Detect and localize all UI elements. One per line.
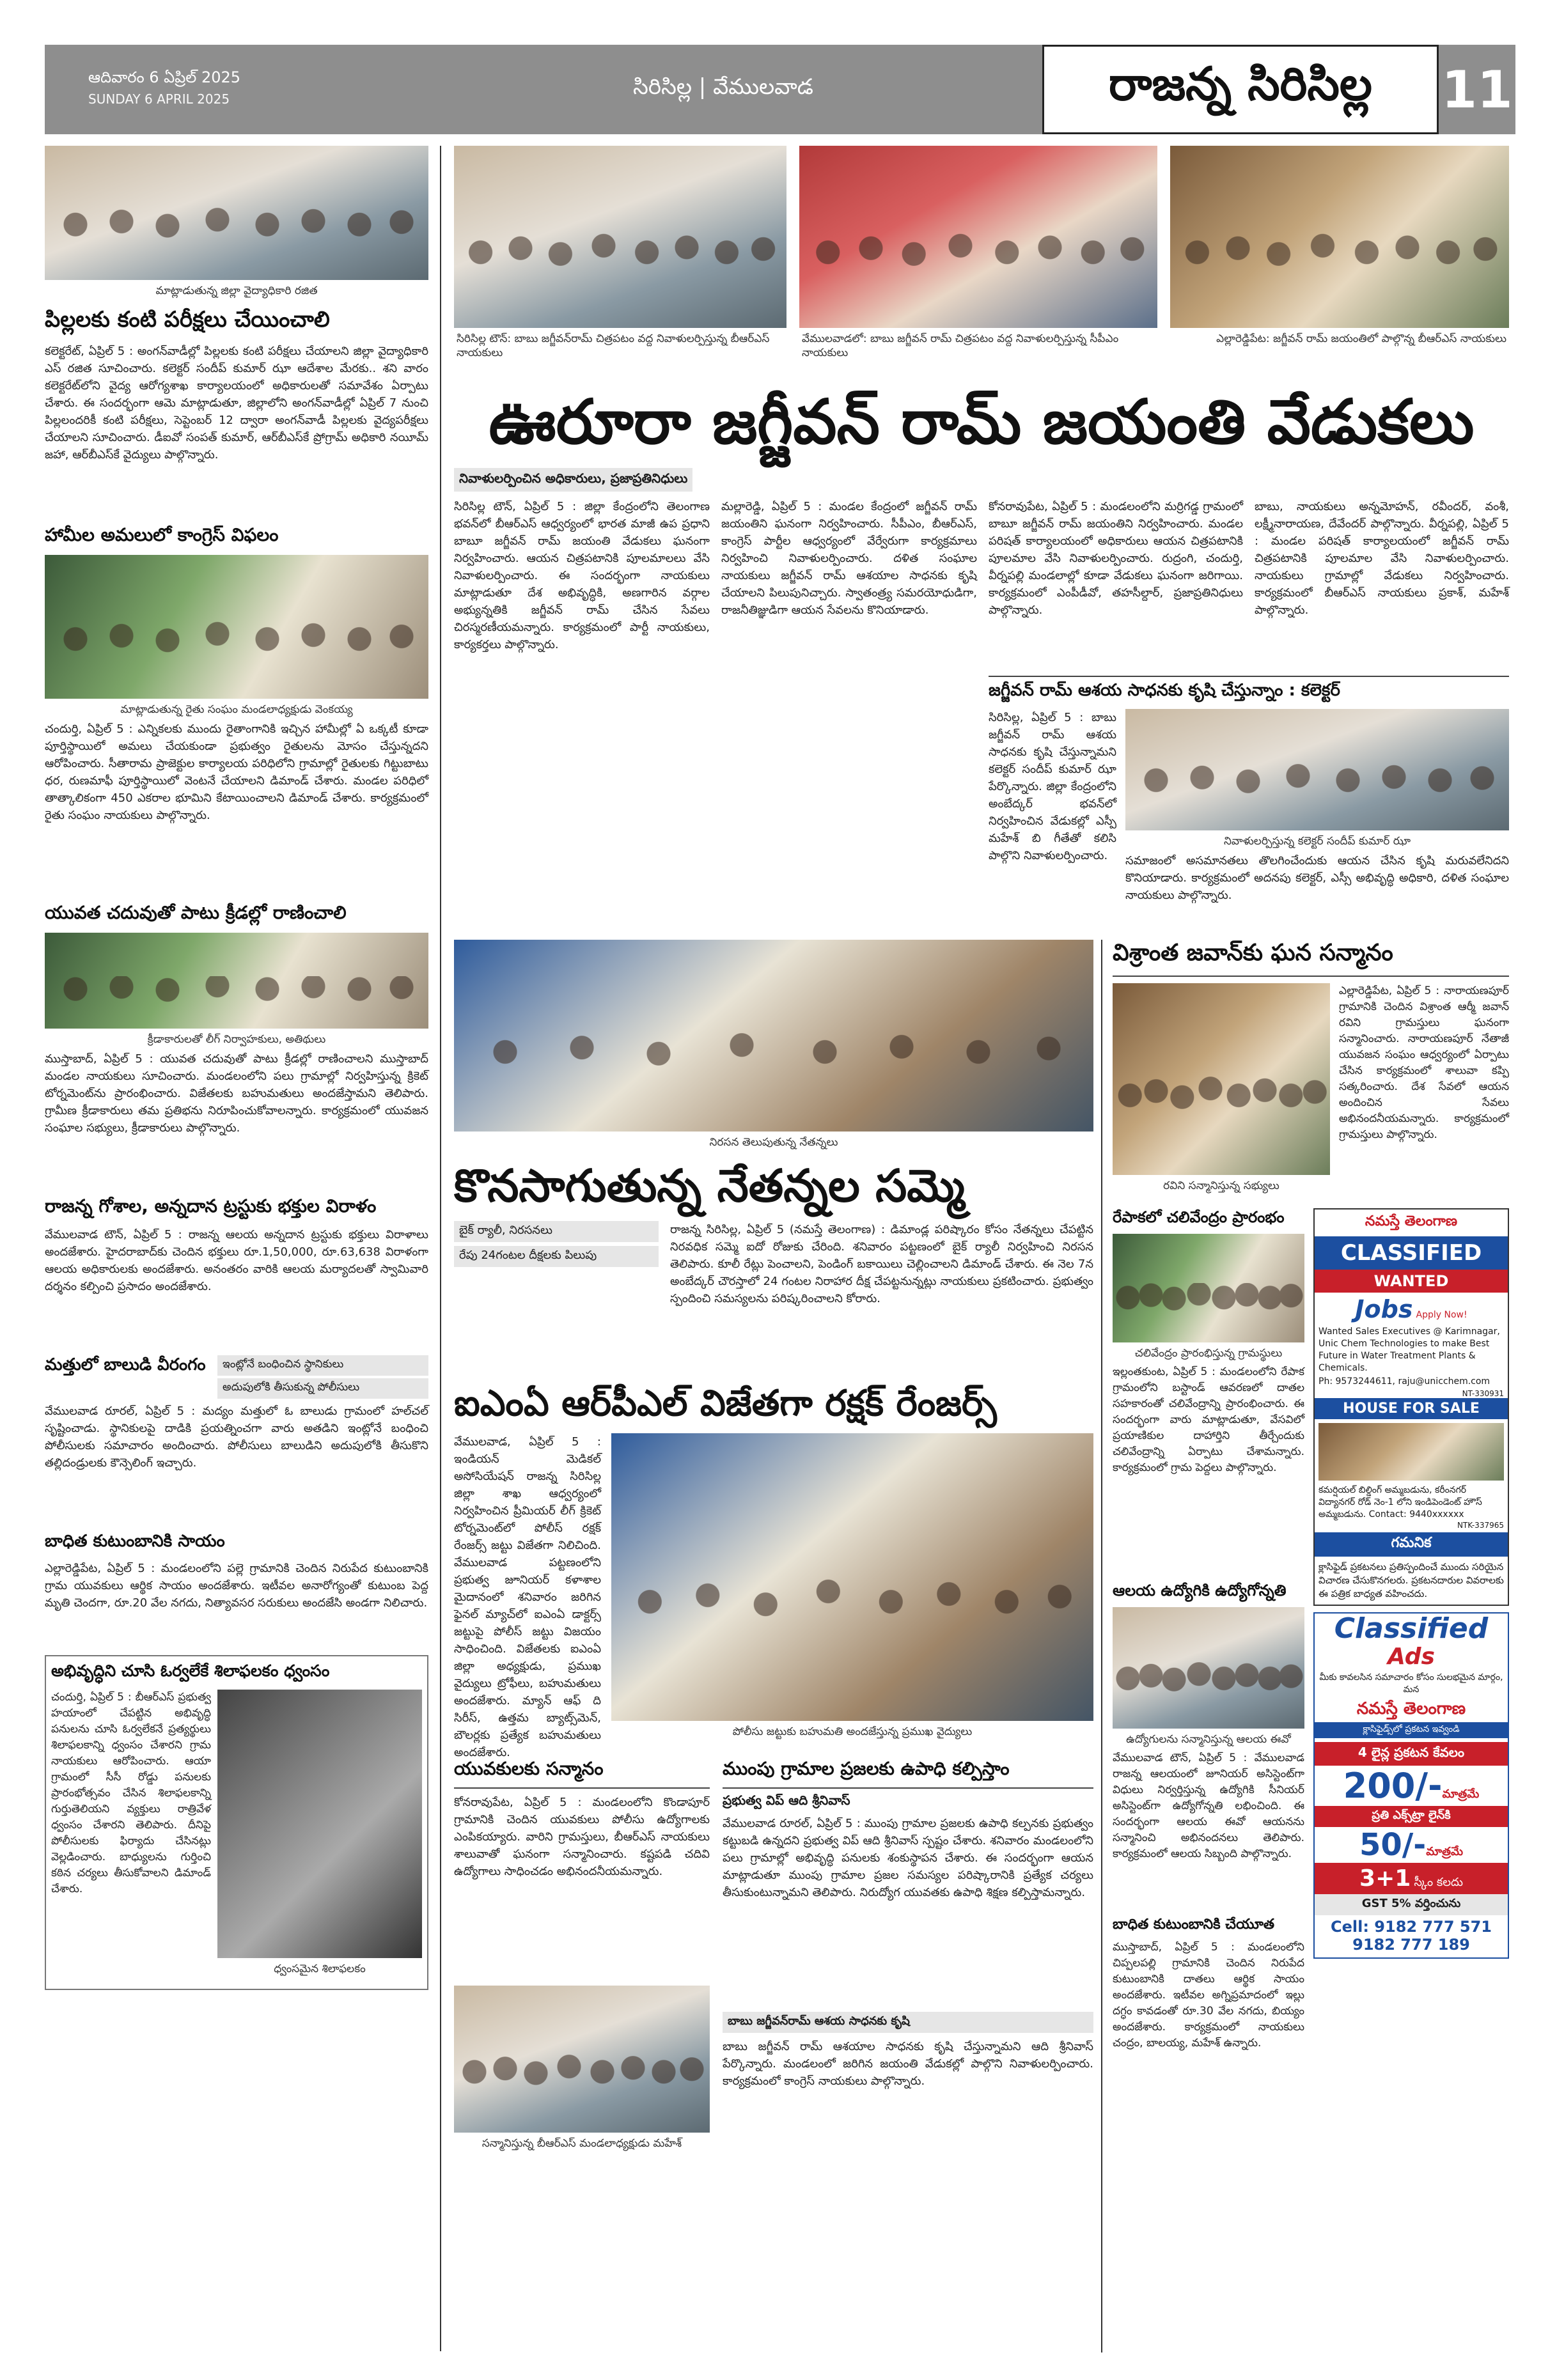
upadhi-story bbox=[723, 1758, 1093, 2353]
family-help-body: ఎల్లారెడ్డిపేట, ఏప్రిల్ 5 : మండలంలోని పల్లె గ్రామానికి చెందిన నిరుపేద కుటుంబానికి గ్రామ యువకులు ఆర్థిక సాయం అందజేశారు. ఇటీవల అనారోగ్యంతో కుటుంబ పెద్ద మృతి చెందగా, రూ.20 వేల నగదు, నిత్యావసర సరుకులు అందజేసి అండగా నిలిచారు. bbox=[45, 1562, 428, 1610]
cheyutha-body: ముస్తాబాద్, ఏప్రిల్ 5 : మండలంలోని చిప్పలపల్లి గ్రామానికి చెందిన నిరుపేద కుటుంబానికి దాతలు ఆర్థిక సాయం అందజేశారు. ఇటీవల అగ్నిప్రమాదంలో ఇల్లు దగ్ధం కావడంతో రూ.30 వేల నగదు, బియ్యం అందజేశారు. కార్యక్రమంలో నాయకులు చంద్రం, బాలయ్య, మహేశ్ ఉన్నారు. bbox=[1113, 1941, 1304, 2049]
main-col-2: మల్లారెడ్డి, ఏప్రిల్ 5 : మండల కేంద్రంలో జగ్జీవన్ రామ్ జయంతిని ఘనంగా నిర్వహించారు. సీపీఎం, బీఆర్‌ఎస్, కాంగ్రెస్ పార్టీల ఆధ్వర్యంలో వేర్వేరుగా కార్యక్రమాలు నిర్వహించి నివాళులర్పించారు. దళిత సంఘాల నాయకులు జగ్జీవన్ రామ్ ఆశయాల సాధనకు కృషి చేయాలని పిలుపునిచ్చారు. స్వాతంత్ర్య సమరయోధుడిగా, రాజనీతిజ్ఞుడిగా ఆయన సేవలను కొనియాడారు. bbox=[721, 500, 977, 617]
weavers-caption: నిరసన తెలుపుతున్న నేతన్నలు bbox=[709, 1136, 838, 1149]
offer-3-suffix: స్కీం కలదు bbox=[1414, 1876, 1463, 1889]
cheyutha-headline: బాధిత కుటుంబానికి చేయూత bbox=[1113, 1917, 1275, 1933]
top-photo-3 bbox=[1170, 146, 1509, 328]
rangers-caption: పోలీసు జట్టుకు బహుమతి అందజేస్తున్న ప్రముఖ వైద్యులు bbox=[732, 1725, 973, 1738]
youth-headline: యువకులకు సన్మానం bbox=[454, 1758, 710, 1789]
eye-headline: పిల్లలకు కంటి పరీక్షలు చేయించాలి bbox=[45, 307, 330, 332]
veeram-header bbox=[45, 1355, 428, 1399]
youth-body: కోనరావుపేట, ఏప్రిల్ 5 : మండలంలోని కొండాపూర్ గ్రామానికి చెందిన యువకులు పోలీసు ఉద్యోగాలకు ఎంపికయ్యారు. వారిని గ్రామస్తులు, బీఆర్‌ఎస్ నాయకులు శాలువాతో ఘనంగా సన్మానించారు. కష్టపడి చదివి ఉద్యోగాలు సాధించడం అభినందనీయమన్నారు. bbox=[454, 1796, 710, 1878]
top-caption-2: వేములవాడలో: బాబు జగ్జీవన్ రామ్ చిత్రపటం వద్ద నివాళులర్పిస్తున్న సీపీఎం నాయకులు bbox=[802, 332, 1119, 359]
sports-caption: క్రీడాకారులతో లీగ్ నిర్వాహకులు, అతిథులు bbox=[147, 1033, 326, 1046]
goshala-headline: రాజన్న గోశాల, అన్నదాన ట్రస్టుకు భక్తుల విరాళం bbox=[45, 1195, 377, 1217]
section-label: సిరిసిల్ల | వేములవాడ bbox=[633, 74, 813, 100]
upadhi-body-2: బాబు జగ్జీవన్ రామ్ ఆశయాల సాధనకు కృషి చేస్తున్నామని ఆది శ్రీనివాస్ పేర్కొన్నారు. మండలంలో జరిగిన జయంతి వేడుకల్లో పాల్గొని నివాళులర్పించారు. కార్యక్రమంలో కాంగ్రెస్ నాయకులు పాల్గొన్నారు. bbox=[723, 2040, 1093, 2088]
date-telugu: ఆదివారం 6 ఏప్రిల్ 2025 bbox=[88, 68, 241, 86]
rangers-photo bbox=[611, 1433, 1093, 1721]
collector-headline: జగ్జీవన్ రామ్ ఆశయ సాధనకు కృషి చేస్తున్నాం : కలెక్టర్ bbox=[989, 676, 1509, 704]
upadhi-headline: ముంపు గ్రామాల ప్రజలకు ఉపాధి కల్పిస్తాం bbox=[723, 1758, 1093, 1789]
offer-2: ప్రతి ఎక్స్‌ట్రా లైన్‌కి bbox=[1315, 1806, 1508, 1827]
youth-story bbox=[454, 1758, 710, 2353]
youth-photo bbox=[454, 1986, 710, 2133]
eye-body: కలెక్టరేట్, ఏప్రిల్ 5 : అంగన్‌వాడీల్లో పిల్లలకు కంటి పరీక్షలు చేయాలని జిల్లా వైద్యాధికారి ఎస్ రజిత సూచించారు. కలెక్టర్ సందీప్ కుమార్ ఝా ఆదేశాల మేరకు.. శని వారం కలెక్టరేట్‌లోని వైద్య ఆరోగ్యశాఖ కార్యాలయంలో అధికారులతో సమావేశం ఏర్పాటు చేశారు. ఈ సందర్భంగా ఆమె మాట్లాడుతూ, జిల్లాలోని అంగన్‌వాడీల్లో ఏప్రిల్ 7 నుంచి పిల్లలందరికీ కంటి పరీక్షలు, సెప్టెంబర్ 12 ద్వారా అంగన్‌వాడీ పిల్లలకు వైద్యపరీక్షలు చేయాలని సూచించారు. డీఐవో సంపత్ కుమార్, ఆర్‌బీఎస్‌కే ప్రోగ్రామ్ అధికారి నయీమ్ జహా, ఆర్‌బీఎస్‌కే వైద్యులు పాల్గొన్నారు. bbox=[45, 345, 428, 462]
main-headline: ఊరూరా జగ్జీవన్ రామ్ జయంతి వేడుకలు bbox=[489, 386, 1475, 458]
notice-text: క్లాసిఫైడ్ ప్రకటనలు ప్రతిస్పందించే ముందు సరియైన విచారణ చేసుకొనగలరు. ప్రకటనదారుల వివరాలకు ఈ పత్రిక బాధ్యత వహించదు. bbox=[1318, 1561, 1504, 1599]
jawan-headline: విశ్రాంత జవాన్‌కు ఘన సన్మానం bbox=[1113, 940, 1509, 977]
collector-photo bbox=[1125, 709, 1509, 830]
silaphalakam-headline: అభివృద్ధిని చూసి ఓర్వలేకే శిలాఫలకం ధ్వంసం bbox=[51, 1661, 330, 1680]
classified-title: CLASSIFIED bbox=[1315, 1236, 1508, 1270]
classified-ad bbox=[1313, 1208, 1509, 1606]
main-story bbox=[454, 384, 1509, 933]
top-photo-1 bbox=[454, 146, 786, 328]
notice-title: గమనిక bbox=[1315, 1532, 1508, 1557]
house-text: కమర్షియల్ బిల్డింగ్ అమ్మబడును, కరీంనగర్ విద్యానగర్ రోడ్ నెం-1 లోని ఇండిపెండెంట్ హౌస్ అమ్మబడును. Contact: 9440xxxxxx bbox=[1318, 1485, 1482, 1520]
page-title: రాజన్న సిరిసిల్ల bbox=[1042, 45, 1439, 134]
page-number: 11 bbox=[1439, 45, 1515, 134]
silaphalakam-box bbox=[45, 1655, 428, 1990]
chalivendram-body: ఇల్లంతకుంట, ఏప్రిల్ 5 : మండలంలోని రేపాక గ్రామంలోని బస్టాండ్ ఆవరణలో దాతల సహకారంతో చలివేంద్రాన్ని ప్రారంభించారు. ఈ సందర్భంగా వారు మాట్లాడుతూ, వేసవిలో ప్రయాణికుల దాహార్తిని తీర్చేందుకు చలివేంద్రాన్ని ఏర్పాటు చేశామన్నారు. కార్యక్రమంలో గ్రామ పెద్దలు పాల్గొన్నారు. bbox=[1113, 1365, 1304, 1474]
column-rule-right bbox=[1101, 940, 1102, 2353]
weavers-bullet-1: బైక్ ర్యాలీ, నిరసనలు bbox=[454, 1221, 659, 1242]
jawan-body: ఎల్లారెడ్డిపేట, ఏప్రిల్ 5 : నారాయణపూర్ గ్రామానికి చెందిన విశ్రాంత ఆర్మీ జవాన్ రవిని గ్రామస్తులు ఘనంగా సన్మానించారు. నారాయణపూర్ నేతాజీ యువజన సంఘం ఆధ్వర్యంలో ఏర్పాటు చేసిన కార్యక్రమంలో శాలువా కప్పి సత్కరించారు. దేశ సేవలో ఆయన అందించిన సేవలు అభినందనీయమన్నారు. కార్యక్రమంలో గ్రామస్తులు పాల్గొన్నారు. bbox=[1339, 984, 1509, 1141]
jobs-sub: Apply Now! bbox=[1416, 1310, 1467, 1320]
collector-caption: నివాళులర్పిస్తున్న కలెక్టర్ సందీప్ కుమార్ ఝా bbox=[1223, 835, 1411, 848]
family-help-headline: బాధిత కుటుంబానికి సాయం bbox=[45, 1532, 225, 1551]
right-column bbox=[1113, 940, 1509, 2353]
column-rule-left bbox=[440, 146, 441, 2351]
promotion-headline: ఆలయ ఉద్యోగికి ఉద్యోగోన్నతి bbox=[1113, 1582, 1287, 1599]
rangers-headline: ఐఎంఏ ఆర్‌పీఎల్ విజేతగా రక్షక్ రేంజర్స్ bbox=[454, 1383, 997, 1424]
top-photo-strip bbox=[454, 146, 1509, 376]
offer-1: 4 లైన్ల ప్రకటన కేవలం bbox=[1315, 1742, 1508, 1766]
top-caption-1: సిరిసిల్ల టౌన్: బాబు జగ్జీవన్‌రామ్ చిత్రపటం వద్ద నివాళులర్పిస్తున్న బీఆర్‌ఎస్ నాయకులు bbox=[457, 332, 770, 359]
veeram-sub2: అదుపులోకి తీసుకున్న పోలీసులు bbox=[217, 1378, 428, 1399]
promo-brand-sub: క్లాసిఫైడ్స్‌లో ప్రకటన ఇవ్వండి bbox=[1315, 1722, 1508, 1738]
jawan-caption: రవిని సన్మానిస్తున్న సభ్యులు bbox=[1163, 1179, 1279, 1192]
promotion-photo bbox=[1113, 1607, 1304, 1729]
gst-note: GST 5% వర్తించును bbox=[1315, 1894, 1508, 1915]
main-col-1: సిరిసిల్ల టౌన్, ఏప్రిల్ 5 : జిల్లా కేంద్రంలోని తెలంగాణ భవన్‌లో బీఆర్‌ఎస్ ఆధ్వర్యంలో భారత మాజీ ఉప ప్రధాని బాబూ జగ్జీవన్ రామ్ జయంతి వేడుకలు ఘనంగా నిర్వహించారు. ఆయన చిత్రపటానికి పూలమాలలు వేసి నివాళులర్పించారు. ఈ సందర్భంగా నాయకులు మాట్లాడుతూ దేశ అభివృద్ధికి, అణగారిన వర్గాల అభ్యున్నతికి జగ్జీవన్ రామ్ చేసిన సేవలు చిరస్మరణీయమన్నారు. కార్యక్రమంలో పార్టీ నాయకులు, కార్యకర్తలు పాల్గొన్నారు. bbox=[454, 500, 710, 651]
top-caption-3: ఎల్లారెడ్డిపేట: జగ్జీవన్ రామ్ జయంతిలో పాల్గొన్న బీఆర్‌ఎస్ నాయకులు bbox=[1216, 332, 1506, 345]
silaphalakam-caption: ధ్వంసమైన శిలాఫలకం bbox=[274, 1963, 366, 1975]
sports-photo bbox=[45, 933, 428, 1029]
classified-code-2: NTK-337965 bbox=[1457, 1521, 1504, 1530]
veeram-sub1: ఇంట్లోనే బంధించిన స్థానికులు bbox=[217, 1355, 428, 1376]
cell-number: Cell: 9182 777 571 bbox=[1331, 1918, 1492, 1936]
classified-promo bbox=[1313, 1612, 1509, 1959]
promotion-body: వేములవాడ టౌన్, ఏప్రిల్ 5 : వేములవాడ రాజన్న ఆలయంలో జూనియర్ అసిస్టెంట్‌గా విధులు నిర్వర్తిస్తున్న ఉద్యోగికి సీనియర్ అసిస్టెంట్‌గా ఉద్యోగోన్నతి లభించింది. ఈ సందర్భంగా ఆలయ ఈవో ఆయనను సన్మానించి అభినందనలు తెలిపారు. కార్యక్రమంలో ఆలయ సిబ్బంది పాల్గొన్నారు. bbox=[1113, 1752, 1304, 1860]
cell-number-2: 9182 777 189 bbox=[1352, 1936, 1470, 1954]
price-1-suffix: మాత్రమే bbox=[1442, 1787, 1480, 1801]
congress-headline: హామీల అమలులో కాంగ్రెస్ విఫలం bbox=[45, 524, 279, 545]
weavers-story bbox=[454, 940, 1093, 1374]
price-2: 50/- bbox=[1359, 1827, 1427, 1863]
price-2-suffix: మాత్రమే bbox=[1426, 1845, 1464, 1858]
weavers-bullet-2: రేపు 24గంటల దీక్షలకు పిలుపు bbox=[454, 1246, 659, 1267]
collector-body: సిరిసిల్ల, ఏప్రిల్ 5 : బాబు జగ్జీవన్ రామ్ ఆశయ సాధనకు కృషి చేస్తున్నామని కలెక్టర్ సందీప్ కుమార్ ఝా పేర్కొన్నారు. జిల్లా కేంద్రంలోని అంబేద్కర్ భవన్‌లో నిర్వహించిన వేడుకల్లో ఎస్పీ మహేశ్ బి గీతేతో కలిసి పాల్గొని నివాళులర్పించారు. bbox=[989, 711, 1116, 862]
jawan-photo bbox=[1113, 983, 1330, 1175]
eye-caption: మాట్లాడుతున్న జిల్లా వైద్యాధికారి రజిత bbox=[155, 284, 318, 297]
silaphalakam-body: చందుర్తి, ఏప్రిల్ 5 : బీఆర్‌ఎస్ ప్రభుత్వ హయాంలో చేపట్టిన అభివృద్ధి పనులను చూసి ఓర్వలేకనే ప్రత్యర్థులు శిలాఫలకాన్ని ధ్వంసం చేశారని గ్రామ నాయకులు ఆరోపించారు. ఆయా గ్రామంలో సీసీ రోడ్డు పనులకు ప్రారంభోత్సవం చేసిన శిలాఫలకాన్ని గుర్తుతెలియని వ్యక్తులు రాత్రివేళ ధ్వంసం చేశారని తెలిపారు. దీనిపై పోలీసులకు ఫిర్యాదు చేసినట్లు వెల్లడించారు. బాధ్యులను గుర్తించి కఠిన చర్యలు తీసుకోవాలని డిమాండ్ చేశారు. bbox=[51, 1691, 211, 1895]
chalivendram-caption: చలివేంద్రం ప్రారంభిస్తున్న గ్రామస్థులు bbox=[1134, 1347, 1283, 1360]
sports-body: ముస్తాబాద్, ఏప్రిల్ 5 : యువత చదువుతో పాటు క్రీడల్లో రాణించాలని ముస్తాబాద్ మండల నాయకులు సూచించారు. మండలంలోని పలు గ్రామాల్లో నిర్వహిస్తున్న క్రికెట్ టోర్నమెంట్‌ను ప్రారంభించారు. విజేతలకు బహుమతులు అందజేస్తామని తెలిపారు. గ్రామీణ క్రీడాకారులు తమ ప్రతిభను నిరూపించుకోవాలన్నారు. కార్యక్రమంలో యువజన సంఘాల సభ్యులు, క్రీడాకారులు పాల్గొన్నారు. bbox=[45, 1052, 428, 1135]
top-photo-2 bbox=[799, 146, 1157, 328]
congress-body: చందుర్తి, ఏప్రిల్ 5 : ఎన్నికలకు ముందు రైతాంగానికి ఇచ్చిన హామీల్లో ఏ ఒక్కటీ కూడా పూర్తిస్థాయిలో అమలు చేయకుండా ప్రభుత్వం రైతులను మోసం చేస్తున్నదని ఆరోపించారు. సీతారామ ప్రాజెక్టుల కార్యాలయ పరిధిలోని గ్రామాల్లో రైతులకు గిట్టుబాటు ధర, రుణమాఫీ పూర్తిస్థాయిలో వెంటనే చేయాలని డిమాండ్ చేశారు. మండల పరిధిలో తాత్కాలికంగా 450 ఎకరాల భూమిని కేటాయించాలని డిమాండ్ చేశారు. కార్యక్రమంలో రైతు సంఘం నాయకులు పాల్గొన్నారు. bbox=[45, 722, 428, 822]
classified-code-1: NT-330931 bbox=[1462, 1389, 1504, 1398]
promo-brand: నమస్తే తెలంగాణ bbox=[1356, 1699, 1466, 1718]
collector-body-2: సమాజంలో అసమానతలు తొలగించేందుకు ఆయన చేసిన కృషి మరువలేనిదని కొనియాడారు. కార్యక్రమంలో అదనపు కలెక్టర్, ఎస్సీ అభివృద్ధి అధికారి, దళిత సంఘాల నాయకులు పాల్గొన్నారు. bbox=[1125, 854, 1509, 902]
sports-headline: యువత చదువుతో పాటు క్రీడల్లో రాణించాలి bbox=[45, 902, 347, 923]
wanted-banner: WANTED bbox=[1315, 1270, 1508, 1293]
weavers-photo bbox=[454, 940, 1093, 1132]
main-col-4: బాబు, నాయకులు అన్నమోహన్, రవీందర్, వంశీ, లక్ష్మీనారాయణ, దేవేందర్ పాల్గొన్నారు. వీర్నపల్లి, ఏప్రిల్ 5 : మండల పరిషత్ కార్యాలయంలో జగ్జీవన్ రామ్ చిత్రపటానికి పూలమాల వేసి నివాళులర్పించారు. నాయకులు గ్రామాల్లో వేడుకలు నిర్వహించారు. కార్యక్రమంలో బీఆర్‌ఎస్ నాయకులు ప్రకాశ్, మహేశ్ పాల్గొన్నారు. bbox=[1255, 500, 1509, 617]
offer-3: 3+1 bbox=[1359, 1865, 1411, 1892]
classified-brand: నమస్తే తెలంగాణ bbox=[1315, 1209, 1508, 1236]
house-photo bbox=[1318, 1423, 1504, 1481]
wanted-text: Wanted Sales Executives @ Karimnagar, Unic Chem Technologies to make Best Future in Water Treatment Plants & Chemicals. bbox=[1318, 1326, 1500, 1373]
silaphalakam-photo bbox=[217, 1690, 422, 1958]
price-1: 200/- bbox=[1343, 1766, 1443, 1806]
chalivendram-photo bbox=[1113, 1234, 1304, 1342]
congress-photo bbox=[45, 555, 428, 699]
date-english: SUNDAY 6 APRIL 2025 bbox=[88, 91, 230, 107]
youth-caption: సన్మానిస్తున్న బీఆర్‌ఎస్ మండలాధ్యక్షుడు మహేశ్ bbox=[481, 2137, 682, 2150]
main-tag: నివాళులర్పించిన అధికారులు, ప్రజాప్రతినిధులు bbox=[454, 468, 692, 492]
congress-caption: మాట్లాడుతున్న రైతు సంఘం మండలాధ్యక్షుడు వెంకయ్య bbox=[120, 703, 353, 716]
left-column bbox=[45, 146, 428, 2351]
upadhi-sub: ప్రభుత్వ విప్ ఆది శ్రీనివాస్ bbox=[723, 1793, 850, 1808]
upadhi-sub2: బాబు జగ్జీవన్‌రామ్ ఆశయ సాధనకు కృషి bbox=[723, 2012, 1093, 2033]
house-title: HOUSE FOR SALE bbox=[1315, 1398, 1508, 1419]
rangers-body: వేములవాడ, ఏప్రిల్ 5 : ఇండియన్ మెడికల్ అసోసియేషన్ రాజన్న సిరిసిల్ల జిల్లా శాఖ ఆధ్వర్యంలో నిర్వహించిన ప్రీమియర్ లీగ్ క్రికెట్ టోర్నమెంట్‌లో పోలీస్ రక్షక్ రేంజర్స్ జట్టు విజేతగా నిలిచింది. వేములవాడ పట్టణంలోని ప్రభుత్వ జూనియర్ కళాశాల మైదానంలో శనివారం జరిగిన ఫైనల్ మ్యాచ్‌లో ఐఎంఏ డాక్టర్స్ జట్టుపై పోలీస్ జట్టు విజయం సాధించింది. విజేతలకు ఐఎంఏ జిల్లా అధ్యక్షుడు, ప్రముఖ వైద్యులు ట్రోఫీలు, బహుమతులు అందజేశారు. మ్యాన్ ఆఫ్ ది సిరీస్, ఉత్తమ బ్యాట్స్‌మెన్, బౌలర్లకు ప్రత్యేక బహుమతులు అందజేశారు. bbox=[454, 1435, 601, 1759]
masthead bbox=[45, 45, 1515, 134]
weavers-headline: కొనసాగుతున్న నేతన్నల సమ్మె bbox=[454, 1160, 965, 1212]
goshala-body: వేములవాడ టౌన్, ఏప్రిల్ 5 : రాజన్న ఆలయ అన్నదాన ట్రస్టుకు భక్తులు విరాళాలు అందజేశారు. హైదరాబాద్‌కు చెందిన భక్తులు రూ.1,50,000, రూ.63,638 విరాళంగా ఆలయ అధికారులకు అందజేశారు. అనంతరం వారికి ఆలయ మర్యాదలతో స్వామివారి దర్శనం కల్పించి ప్రసాదం అందజేశారు. bbox=[45, 1228, 428, 1293]
veeram-headline: మత్తులో బాలుడి వీరంగం bbox=[45, 1355, 206, 1374]
veeram-body: వేములవాడ రూరల్, ఏప్రిల్ 5 : మద్యం మత్తులో ఓ బాలుడు గ్రామంలో హల్‌చల్ సృష్టించాడు. స్థానికులపై దాడికి ప్రయత్నించగా వారు అతడిని ఇంట్లోనే బంధించి పోలీసులకు సమాచారం అందించారు. పోలీసులు బాలుడిని అదుపులోకి తీసుకొని తల్లిదండ్రులకు కౌన్సెలింగ్ ఇచ్చారు. bbox=[45, 1404, 428, 1470]
weavers-body: రాజన్న సిరిసిల్ల, ఏప్రిల్ 5 (నమస్తే తెలంగాణ) : డిమాండ్ల పరిష్కారం కోసం నేతన్నలు చేపట్టిన నిరవధిక సమ్మె ఐదో రోజుకు చేరింది. శనివారం పట్టణంలో బైక్ ర్యాలీ నిర్వహించి నిరసన తెలిపారు. కూలీ రేట్లు పెంచాలని, పెండింగ్ బకాయిలు చెల్లించాలని డిమాండ్ చేశారు. ఈ నెల 7న అంబేద్కర్ చౌరస్తాలో 24 గంటల నిరాహార దీక్ష చేపట్టనున్నట్లు నాయకులు ప్రకటించారు. ప్రభుత్వం స్పందించి సమస్యలను పరిష్కరించాలని కోరారు. bbox=[670, 1223, 1093, 1305]
rangers-story bbox=[454, 1381, 1093, 1759]
promo-tagline: మీకు కావలసిన సమాచారం కోసం సులభమైన మార్గం, మన bbox=[1319, 1672, 1503, 1695]
main-col-3: కోనరావుపేట, ఏప్రిల్ 5 : మండలంలోని మర్రిగడ్డ గ్రామంలో బాబూ జగ్జీవన్ రామ్ జయంతిని నిర్వహించారు. మండల పరిషత్ కార్యాలయంలో అధికారులు ఆయన చిత్రపటానికి పూలమాల వేసి నివాళులర్పించారు. రుద్రంగి, చందుర్తి, వీర్నపల్లి మండలాల్లో కూడా వేడుకలు ఘనంగా జరిగాయి. కార్యక్రమంలో ఎంపీడీవో, తహసీల్దార్, ప్రజాప్రతినిధులు పాల్గొన్నారు. bbox=[989, 500, 1243, 617]
jobs-logo: Jobs bbox=[1355, 1295, 1413, 1323]
wanted-contact: Ph: 9573244611, raju@unicchem.com bbox=[1318, 1376, 1490, 1387]
promo-subtitle: Ads bbox=[1388, 1644, 1435, 1670]
eye-photo bbox=[45, 146, 428, 280]
upadhi-body: వేములవాడ రూరల్, ఏప్రిల్ 5 : ముంపు గ్రామాల ప్రజలకు ఉపాధి కల్పనకు ప్రభుత్వం కట్టుబడి ఉన్నదని ప్రభుత్వ విప్ ఆది శ్రీనివాస్ స్పష్టం చేశారు. శనివారం మండలంలోని పలు గ్రామాల్లో అభివృద్ధి పనులకు శంకుస్థాపన చేశారు. ఈ సందర్భంగా ఆయన మాట్లాడుతూ ముంపు గ్రామాల ప్రజల సమస్యల పరిష్కారానికి ప్రత్యేక చర్యలు తీసుకుంటున్నామని తెలిపారు. నిరుద్యోగ యువతకు ఉపాధి శిక్షణ కల్పిస్తామన్నారు. bbox=[723, 1817, 1093, 1899]
promotion-caption: ఉద్యోగులను సన్మానిస్తున్న ఆలయ ఈవో bbox=[1126, 1733, 1291, 1746]
chalivendram-headline: రేపాకలో చలివేంద్రం ప్రారంభం bbox=[1113, 1208, 1285, 1226]
edition-date bbox=[88, 66, 240, 110]
promo-title: Classified bbox=[1334, 1612, 1489, 1645]
